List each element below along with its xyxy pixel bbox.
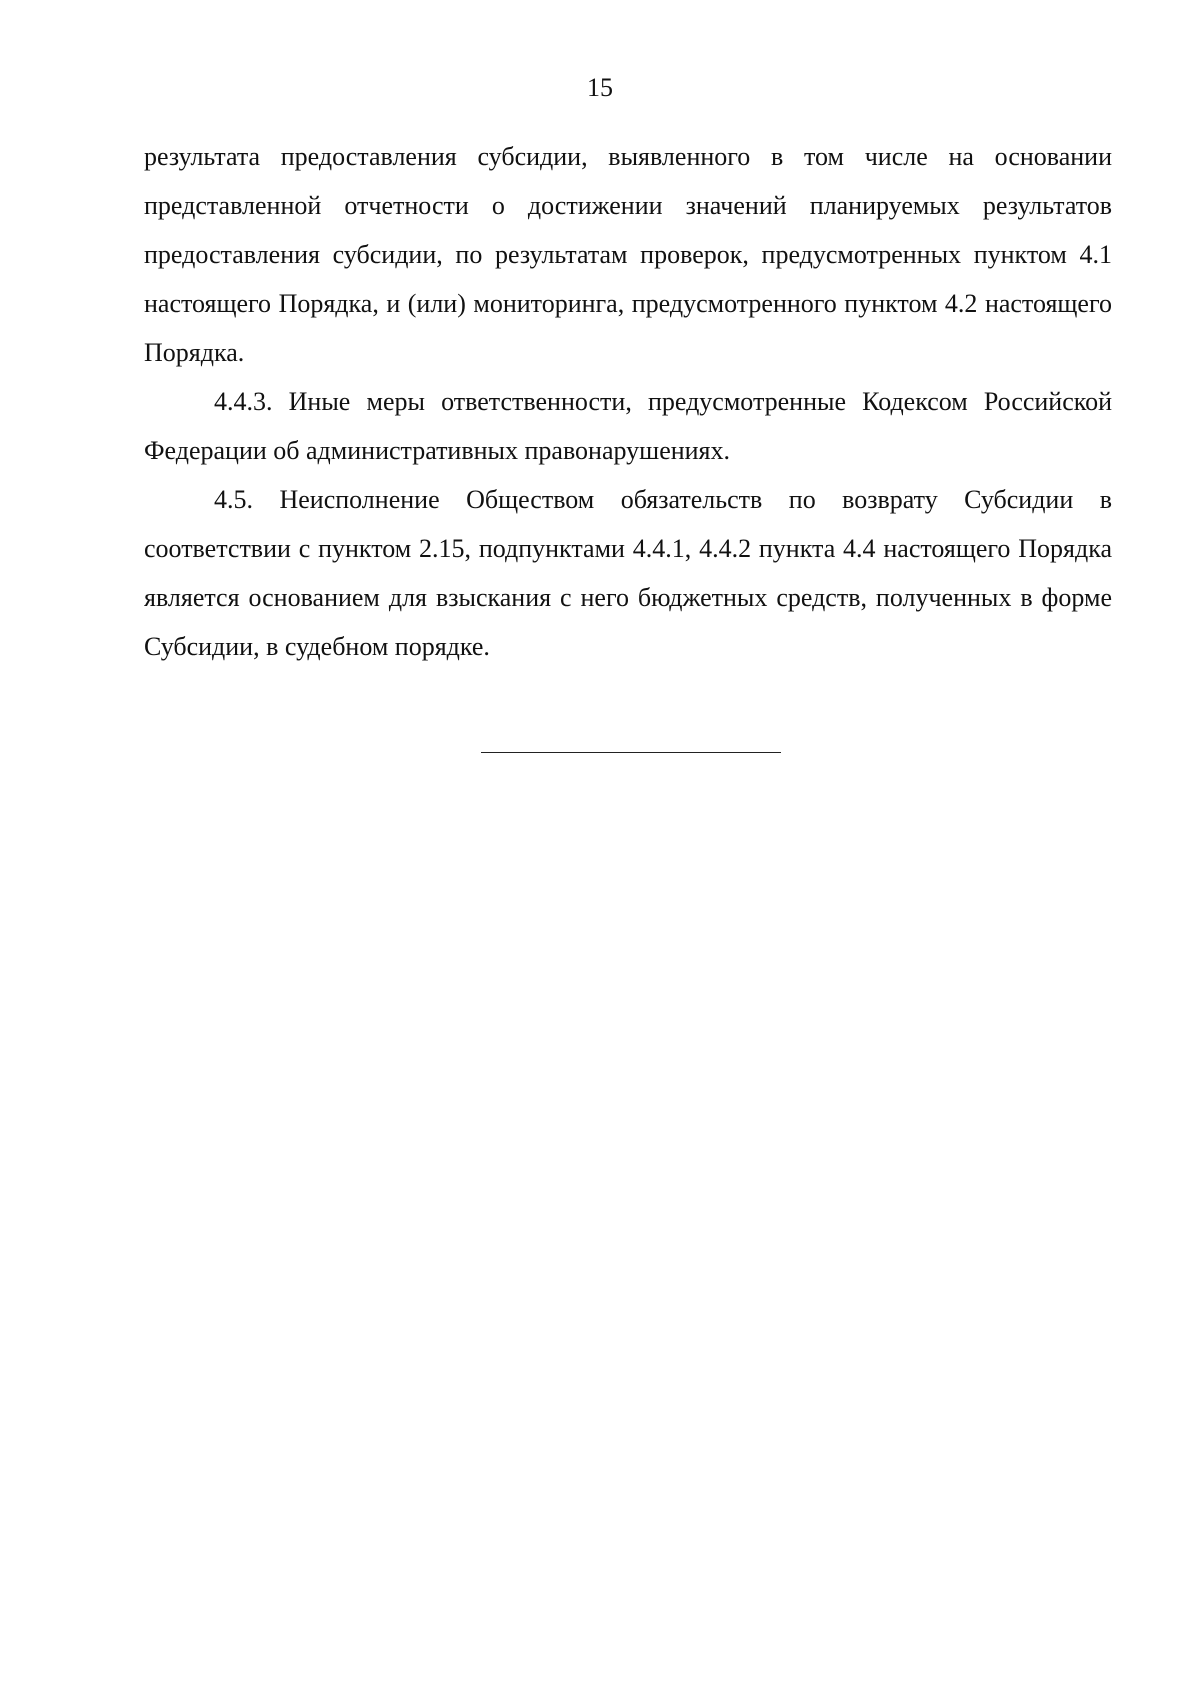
end-of-document-line bbox=[481, 752, 781, 753]
paragraph-4-5: 4.5. Неисполнение Обществом обязательств по возврату Субсидии в соответствии с пунктом 2.15, подпунктами 4.4.1, 4.4.2 пункта 4.4 настоящего Порядка является основанием для взыскания с него бюджетных средств, полученных в форме Субсидии, в судебном порядке. bbox=[144, 485, 1112, 661]
paragraph-continuation: результата предоставления субсидии, выявленного в том числе на основании представленной отчетности о достижении значений планируемых результатов предоставления субсидии, по результатам проверок, предусмотренных пунктом 4.1 настоящего Порядка, и (или) мониторинга, предусмотренного пунктом 4.2 настоящего Порядка. bbox=[144, 142, 1112, 367]
page-number: 15 bbox=[587, 73, 613, 102]
document-body bbox=[144, 132, 1112, 671]
paragraph-4-4-3: 4.4.3. Иные меры ответственности, предусмотренные Кодексом Российской Федерации об административных правонарушениях. bbox=[144, 387, 1112, 465]
